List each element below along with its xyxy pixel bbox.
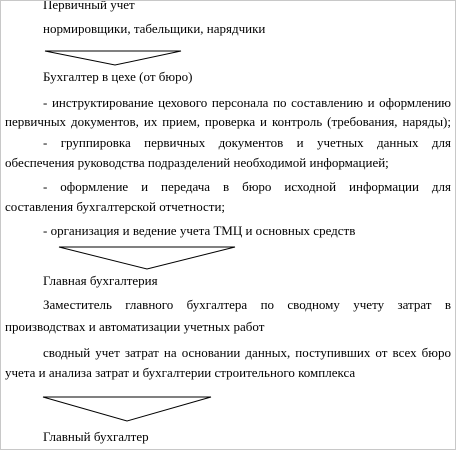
duty-1-line-1: - инструктирование цехового персонала по составлению и оформлению <box>43 95 451 110</box>
down-arrow-3 <box>41 387 213 423</box>
duty-4: - организация и ведение учета ТМЦ и основных средств <box>43 223 356 238</box>
down-arrow-1 <box>43 39 183 67</box>
duty-2-line-2: обеспечения руководства подразделений необходимой информацией; <box>5 155 389 170</box>
deputy-line-1: Заместитель главного бухгалтера по сводному учету затрат в <box>43 297 451 312</box>
chief-accountant-title: Главный бухгалтер <box>43 429 149 444</box>
down-arrow-2 <box>57 237 237 271</box>
duty-1-line-2: первичных документов, их прием, проверка и контроль (требования, наряды); <box>5 114 451 129</box>
shop-accountant-title: Бухгалтер в цехе (от бюро) <box>43 69 193 84</box>
duty-3-line-1: - оформление и передача в бюро исходной информации для <box>43 179 451 194</box>
primary-accounting-staff: нормировщики, табельщики, нарядчики <box>43 21 266 36</box>
summary-line-2: учета и анализа затрат и бухгалтерии строительного комплекса <box>5 365 356 380</box>
primary-accounting-title: Первичный учет <box>43 0 135 12</box>
summary-line-1: сводный учет затрат на основании данных, поступивших от всех бюро <box>43 345 451 360</box>
duty-2-line-1: - группировка первичных документов и учетных данных для <box>43 135 451 150</box>
deputy-line-2: производствах и автоматизации учетных работ <box>5 319 265 334</box>
main-accounting-title: Главная бухгалтерия <box>43 273 158 288</box>
duty-3-line-2: составления бухгалтерской отчетности; <box>5 199 226 214</box>
